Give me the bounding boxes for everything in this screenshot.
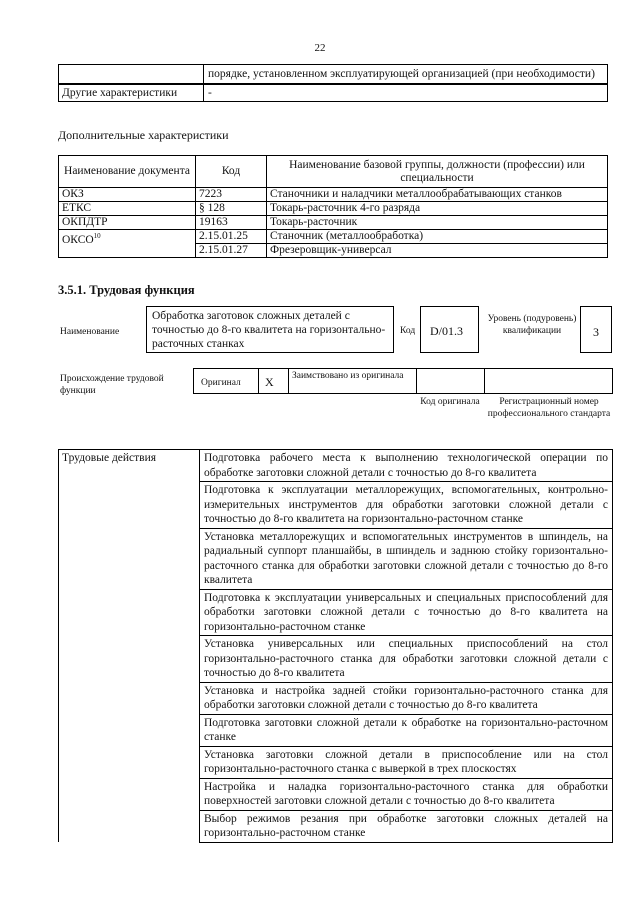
continuation-table xyxy=(58,64,608,102)
divider xyxy=(416,368,417,394)
row-name: Токарь-расточник xyxy=(267,216,608,230)
additional-characteristics-table xyxy=(58,155,608,258)
row-doc xyxy=(59,230,196,258)
row-doc: ЕТКС xyxy=(59,202,196,216)
labor-action-item: Установка металлорежущих и вспомогательных инструментов в шпиндель, на радиальный суппорт планшайбы, в шпиндель и заднюю стойку горизонтально-расточного станка для обработки заготовки сложной детали с точностью до 8-го квалитета xyxy=(200,528,613,589)
code-label: Код xyxy=(400,326,416,336)
original-mark: X xyxy=(265,375,274,389)
labor-action-item: Подготовка рабочего места к выполнению технологической операции по обработке заготовки сложной детали с точностью до 8-го квалитета xyxy=(200,450,613,482)
labor-action-item: Установка заготовки сложной детали в приспособление или на стол горизонтально-расточного станка с выверкой в трех плоскостях xyxy=(200,746,613,778)
row-code: 7223 xyxy=(196,188,267,202)
other-characteristics-label: Другие характеристики xyxy=(59,84,204,102)
row-name: Фрезеровщик-универсал xyxy=(267,244,608,258)
function-code-box: D/01.3 xyxy=(420,306,479,353)
name-label: Наименование xyxy=(60,327,120,337)
labor-action-item: Подготовка заготовки сложной детали к обработке на горизонтально-расточном станке xyxy=(200,714,613,746)
row-doc: ОКПДТР xyxy=(59,216,196,230)
code-original-caption: Код оригинала xyxy=(420,397,480,407)
continuation-text: порядке, установленном эксплуатирующей организацией (при необходимости) xyxy=(204,65,608,85)
row-code: 2.15.01.25 xyxy=(196,230,267,244)
empty-cell xyxy=(59,65,204,85)
row-code: § 128 xyxy=(196,202,267,216)
page-number: 22 xyxy=(314,42,326,54)
labor-action-item: Установка универсальных или специальных приспособлений на стол горизонтально-расточного станка для обработки заготовки сложной детали с точностью до 8-го квалитета xyxy=(200,636,613,683)
row-code: 2.15.01.27 xyxy=(196,244,267,258)
borrowed-label: Заимствовано из оригинала xyxy=(292,371,404,381)
labor-action-item: Настройка и наладка горизонтально-расточного станка для обработки поверхностей заготовки сложной детали с точностью до 8-го квалитета xyxy=(200,778,613,810)
level-label: Уровень (подуровень) квалификации xyxy=(487,314,577,336)
okso-label: ОКСО xyxy=(62,233,94,246)
original-label: Оригинал xyxy=(201,378,241,388)
function-name-box: Обработка заготовок сложных деталей с точностью до 8-го квалитета на горизонтально-расточных станках xyxy=(146,306,394,353)
header-code: Код xyxy=(196,156,267,188)
other-characteristics-value: - xyxy=(204,84,608,102)
level-value-box: 3 xyxy=(580,306,612,353)
row-name: Станочники и наладчики металлообрабатывающих станков xyxy=(267,188,608,202)
registration-number-caption: Регистрационный номер профессионального стандарта xyxy=(487,397,611,419)
labor-action-item: Подготовка к эксплуатации металлорежущих, вспомогательных, контрольно-измерительных инструментов для обработки заготовки сложной детали с точностью до 8-го квалитета на горизонтально-расточном станке xyxy=(200,482,613,529)
row-doc: ОКЗ xyxy=(59,188,196,202)
row-name: Станочник (металлообработка) xyxy=(267,230,608,244)
divider xyxy=(258,368,259,394)
row-code: 19163 xyxy=(196,216,267,230)
row-name: Токарь-расточник 4-го разряда xyxy=(267,202,608,216)
labor-actions-table xyxy=(58,449,613,843)
labor-action-item: Установка и настройка задней стойки горизонтально-расточного станка для обработки заготовки сложной детали с точностью до 8-го квалитета xyxy=(200,682,613,714)
footnote-ref: 10 xyxy=(93,232,101,240)
additional-characteristics-title: Дополнительные характеристики xyxy=(58,128,229,142)
header-document: Наименование документа xyxy=(59,156,196,188)
origin-label: Происхождение трудовой функции xyxy=(60,374,164,396)
divider xyxy=(484,368,485,394)
labor-action-item: Выбор режимов резания при обработке заготовки сложных деталей на горизонтально-расточном станке xyxy=(200,810,613,842)
divider xyxy=(288,368,289,394)
header-group-name: Наименование базовой группы, должности (профессии) или специальности xyxy=(267,156,608,188)
labor-action-item: Подготовка к эксплуатации универсальных и специальных приспособлений для обработки заготовки сложной детали с точностью до 8-го квалитета на горизонтально-расточном станке xyxy=(200,589,613,636)
labor-function-title: 3.5.1. Трудовая функция xyxy=(58,283,195,297)
labor-actions-label: Трудовые действия xyxy=(59,450,200,843)
